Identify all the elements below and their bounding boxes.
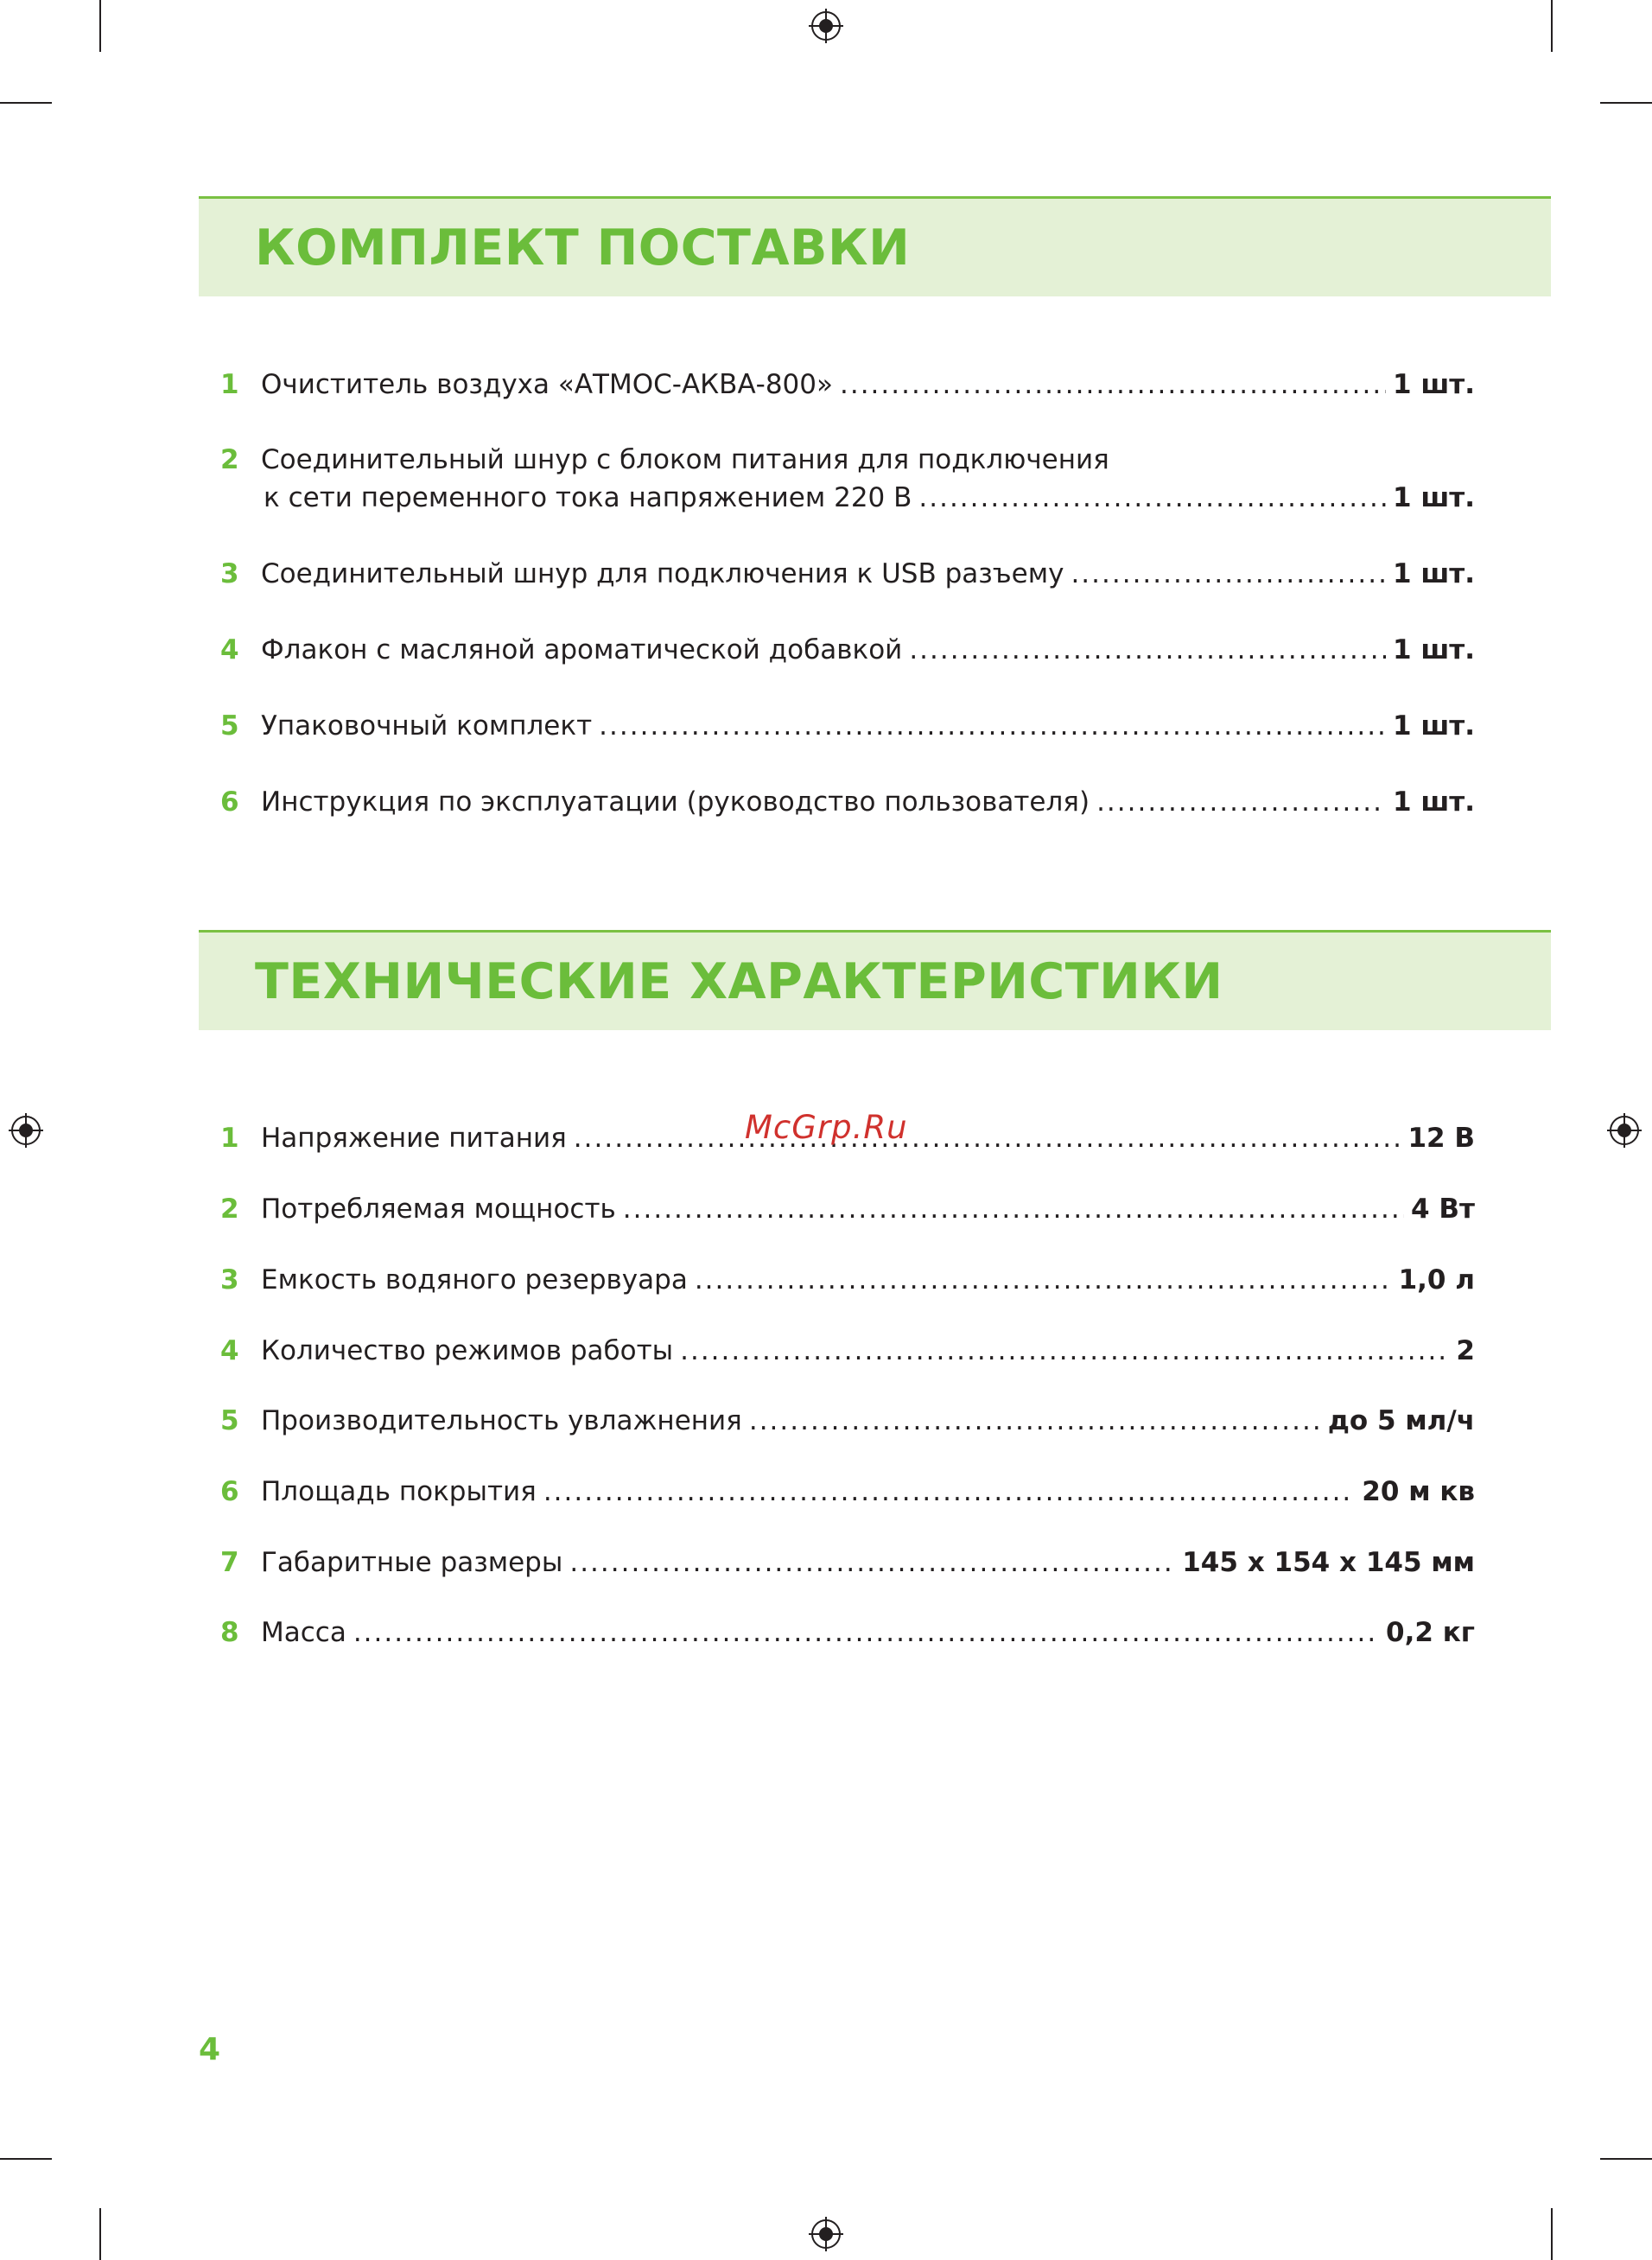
spec-number: 6 [220,1476,239,1507]
item-value: 1 шт. [1392,558,1475,589]
delivery-section-header [199,196,1551,296]
spec-label: Напряжение питания [261,1123,567,1154]
specs-section-title: ТЕХНИЧЕСКИЕ ХАРАКТЕРИСТИКИ [255,953,1223,1010]
spec-value: 4 Вт [1411,1194,1475,1225]
item-value: 1 шт. [1392,634,1475,665]
spec-number: 5 [220,1405,239,1436]
spec-number: 8 [220,1617,239,1648]
crop-mark [1600,2158,1652,2160]
spec-item [220,1544,1475,1582]
spec-number: 2 [220,1194,239,1225]
crop-mark [99,0,101,52]
item-value: 1 шт. [1392,710,1475,742]
dot-leader [574,1119,1401,1157]
spec-value: 12 В [1407,1123,1475,1154]
spec-value: 1,0 л [1398,1264,1475,1296]
spec-label: Площадь покрытия [261,1476,537,1507]
crop-mark [99,2208,101,2260]
spec-item [220,1473,1475,1511]
spec-number: 7 [220,1547,239,1578]
delivery-item [220,555,1475,593]
dot-leader [353,1614,1379,1652]
dot-leader [840,366,1386,404]
item-value: 1 шт. [1392,786,1475,818]
registration-mark-icon [809,2217,843,2251]
spec-label: Производительность увлажнения [261,1405,742,1436]
delivery-item [220,783,1475,821]
delivery-item [220,366,1475,404]
spec-item [220,1190,1475,1228]
spec-value: 0,2 кг [1386,1617,1475,1648]
spec-value: 145 х 154 х 145 мм [1182,1547,1475,1578]
crop-mark [0,102,52,104]
spec-number: 4 [220,1335,239,1366]
spec-label: Емкость водяного резервуара [261,1264,688,1296]
dot-leader [623,1190,1404,1228]
spec-item [220,1614,1475,1652]
item-number: 2 [220,444,239,475]
item-value: 1 шт. [1392,482,1475,513]
item-number: 5 [220,710,239,742]
crop-mark [1551,2208,1553,2260]
item-label-continued: к сети переменного тока напряжением 220 В [264,482,912,513]
dot-leader [1071,555,1386,593]
page-number: 4 [199,2032,221,2067]
delivery-section-title: КОМПЛЕКТ ПОСТАВКИ [255,220,911,277]
delivery-item [220,707,1475,745]
item-number: 1 [220,369,239,400]
dot-leader [918,479,1386,517]
spec-label: Масса [261,1617,346,1648]
specs-section-header [199,930,1551,1030]
dot-leader [543,1473,1355,1511]
dot-leader [749,1402,1321,1440]
delivery-item [220,631,1475,669]
crop-mark [0,2158,52,2160]
crop-mark [1600,102,1652,104]
registration-mark-icon [9,1113,43,1148]
dot-leader [599,707,1386,745]
spec-number: 3 [220,1264,239,1296]
spec-item [220,1332,1475,1370]
registration-mark-icon [1607,1113,1642,1148]
spec-value: 20 м кв [1362,1476,1475,1507]
item-label: Флакон с масляной ароматической добавкой [261,634,903,665]
delivery-item [220,441,1475,517]
dot-leader [680,1332,1449,1370]
watermark: McGrp.Ru [745,1109,908,1146]
item-number: 6 [220,786,239,818]
item-value: 1 шт. [1392,369,1475,400]
item-label: Соединительный шнур с блоком питания для подключения [261,444,1109,475]
dot-leader [695,1261,1392,1299]
item-label: Инструкция по эксплуатации (руководство пользователя) [261,786,1090,818]
item-number: 4 [220,634,239,665]
spec-label: Потребляемая мощность [261,1194,616,1225]
spec-label: Количество режимов работы [261,1335,674,1366]
spec-item [220,1402,1475,1440]
crop-mark [1551,0,1553,52]
dot-leader [1096,783,1386,821]
spec-label: Габаритные размеры [261,1547,563,1578]
item-label: Очиститель воздуха «АТМОС-АКВА-800» [261,369,833,400]
item-label: Соединительный шнур для подключения к USB разъему [261,558,1064,589]
registration-mark-icon [809,9,843,43]
spec-value: 2 [1456,1335,1475,1366]
dot-leader [909,631,1386,669]
item-label: Упаковочный комплект [261,710,593,742]
dot-leader [569,1544,1175,1582]
spec-value: до 5 мл/ч [1327,1405,1475,1436]
item-number: 3 [220,558,239,589]
spec-item [220,1261,1475,1299]
spec-number: 1 [220,1123,239,1154]
